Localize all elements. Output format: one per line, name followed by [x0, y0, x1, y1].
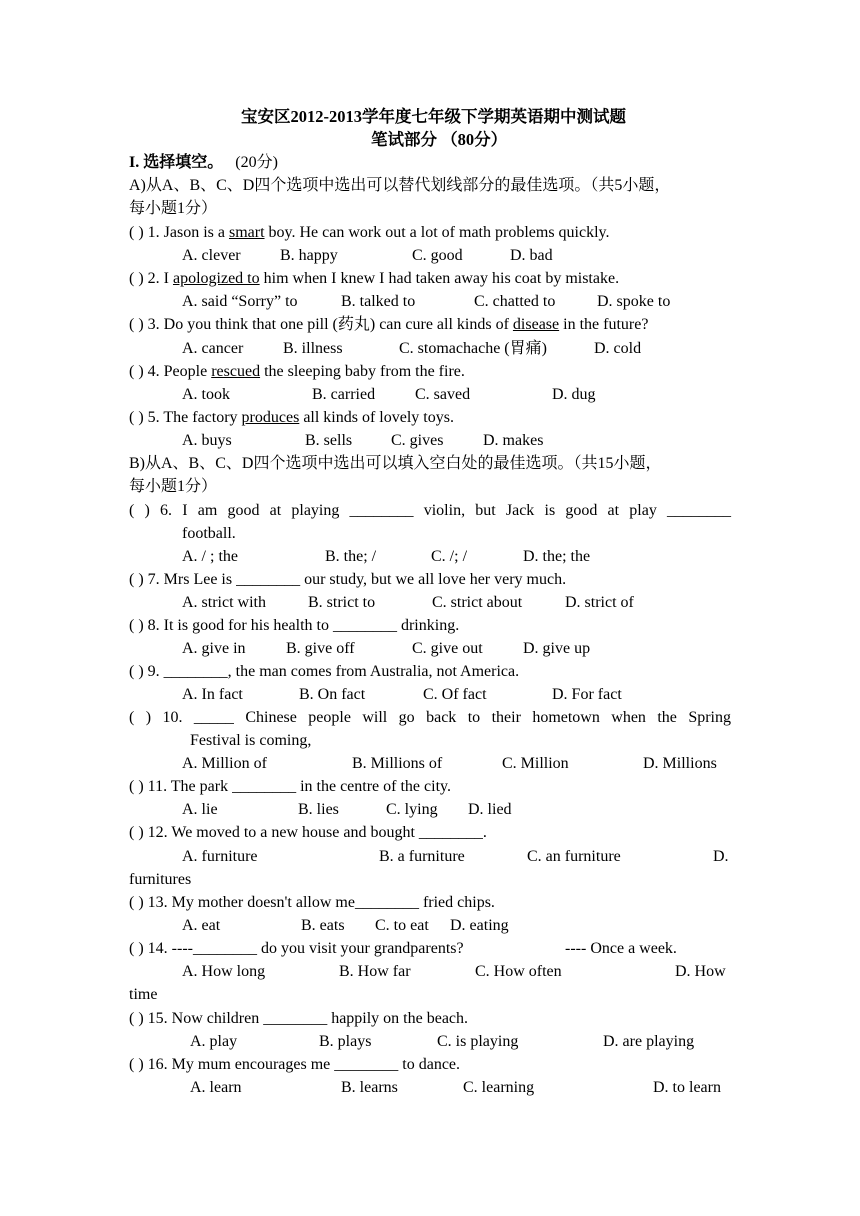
option-a: A. / ; the [182, 548, 238, 565]
option-d: D. lied [468, 801, 512, 818]
option-d: D. spoke to [597, 293, 671, 310]
option-d: D. bad [510, 247, 553, 264]
question-text: ( ) 4. People [129, 363, 212, 380]
option-a: A. Million of [182, 755, 267, 772]
option-c: C. learning [463, 1079, 535, 1096]
question-8: ( ) 8. It is good for his health to ________ drinking. [129, 617, 460, 634]
option-c: C. good [412, 247, 463, 264]
option-c: C. strict about [432, 594, 523, 611]
option-a: A. took [182, 386, 230, 403]
question-5 [129, 406, 454, 429]
page-title: 宝安区2012-2013学年度七年级下学期英语期中测试题 [241, 107, 626, 126]
option-c: C. an furniture [527, 848, 621, 865]
option-b: B. plays [319, 1033, 372, 1050]
option-d: D. Millions [643, 755, 717, 772]
underlined-word: smart [228, 224, 265, 241]
option-d: D. makes [483, 432, 544, 449]
option-d: D. strict of [565, 594, 634, 611]
question-3 [129, 313, 648, 336]
question-16: ( ) 16. My mum encourages me ________ to dance. [129, 1056, 461, 1073]
answer-prompt: ---- Once a week. [565, 940, 677, 957]
part-a-instruction: A)从A、B、C、D四个选项中选出可以替代划线部分的最佳选项。（共5小题， [129, 177, 671, 194]
option-d: D. to learn [653, 1079, 721, 1096]
question-11: ( ) 11. The park ________ in the centre of the city. [129, 778, 451, 795]
question-7: ( ) 7. Mrs Lee is ________ our study, but we all love her very much. [129, 571, 567, 588]
option-b: B. sells [305, 432, 353, 449]
option-d-wrap: time [129, 986, 158, 1003]
question-text: boy. He can work out a lot of math problems quickly. [264, 224, 610, 241]
section-label: I. 选择填空。 [129, 154, 224, 171]
option-b: B. illness [283, 340, 343, 357]
question-10-cont: Festival is coming, [190, 732, 312, 749]
question-2 [129, 267, 619, 290]
option-d-wrap: furnitures [129, 871, 192, 888]
option-c: C. is playing [437, 1033, 519, 1050]
underlined-word: apologized to [172, 270, 260, 287]
option-c: C. How often [475, 963, 562, 980]
option-c: C. gives [391, 432, 444, 449]
option-b: B. talked to [341, 293, 416, 310]
question-text: all kinds of lovely toys. [299, 409, 454, 426]
option-d: D. eating [450, 917, 509, 934]
option-b: B. How far [339, 963, 411, 980]
option-c: C. to eat [375, 917, 429, 934]
option-a: A. lie [182, 801, 218, 818]
underlined-word: rescued [211, 363, 261, 380]
question-13: ( ) 13. My mother doesn't allow me________ fried chips. [129, 894, 495, 911]
question-6: ( ) 6. I am good at playing ________ violin, but Jack is good at play ________ [129, 502, 731, 519]
option-b: B. Millions of [352, 755, 443, 772]
question-text: him when I knew I had taken away his coat by mistake. [259, 270, 620, 287]
option-a: A. furniture [182, 848, 258, 865]
option-b: B. strict to [308, 594, 376, 611]
option-c: C. stomachache (胃痛) [399, 340, 547, 357]
option-b: B. the; / [325, 548, 377, 565]
part-b-instruction: B)从A、B、C、D四个选项中选出可以填入空白处的最佳选项。（共15小题， [129, 455, 662, 472]
option-a: A. eat [182, 917, 221, 934]
question-6-cont: football. [182, 525, 236, 542]
section-points: (20分) [235, 154, 278, 171]
option-d: D. How [675, 963, 726, 980]
part-b-instruction-cont: 每小题1分） [129, 478, 218, 495]
option-a: A. strict with [182, 594, 266, 611]
question-15: ( ) 15. Now children ________ happily on the beach. [129, 1010, 469, 1027]
section-heading [129, 151, 278, 174]
option-b: B. eats [301, 917, 345, 934]
question-4 [129, 360, 465, 383]
option-a: A. In fact [182, 686, 243, 703]
underlined-word: produces [241, 409, 300, 426]
option-d: D. give up [523, 640, 591, 657]
option-c: C. Million [502, 755, 569, 772]
question-text: ( ) 1. Jason is a [129, 224, 229, 241]
option-c: C. /; / [431, 548, 468, 565]
option-c: C. saved [415, 386, 471, 403]
option-b: B. lies [298, 801, 339, 818]
option-c: C. chatted to [474, 293, 556, 310]
option-d: D. cold [594, 340, 642, 357]
option-a: A. learn [190, 1079, 242, 1096]
option-d: D. are playing [603, 1033, 695, 1050]
question-12: ( ) 12. We moved to a new house and bought ________. [129, 824, 487, 841]
option-a: A. give in [182, 640, 246, 657]
option-d: D. [713, 848, 729, 865]
question-9: ( ) 9. ________, the man comes from Australia, not America. [129, 663, 520, 680]
option-b: B. learns [341, 1079, 398, 1096]
question-text: ( ) 5. The factory [129, 409, 242, 426]
option-b: B. give off [286, 640, 355, 657]
option-d: D. dug [552, 386, 596, 403]
question-10: ( ) 10. _____ Chinese people will go back to their hometown when the Spring [129, 709, 731, 726]
question-14: ( ) 14. ----________ do you visit your grandparents? [129, 940, 464, 957]
question-1 [129, 221, 610, 244]
option-a: A. buys [182, 432, 232, 449]
option-a: A. cancer [182, 340, 244, 357]
question-text: ( ) 2. I [129, 270, 173, 287]
option-b: B. happy [280, 247, 338, 264]
page-subtitle: 笔试部分 （80分） [371, 130, 508, 149]
underlined-word: disease [512, 316, 560, 333]
question-text: in the future? [559, 316, 649, 333]
option-a: A. clever [182, 247, 241, 264]
option-d: D. For fact [552, 686, 622, 703]
option-b: B. On fact [299, 686, 366, 703]
option-a: A. How long [182, 963, 266, 980]
option-a: A. said “Sorry” to [182, 293, 298, 310]
question-text: the sleeping baby from the fire. [260, 363, 465, 380]
question-text: ( ) 3. Do you think that one pill (药丸) can cure all kinds of [129, 316, 513, 333]
option-b: B. carried [312, 386, 376, 403]
option-b: B. a furniture [379, 848, 465, 865]
option-c: C. give out [412, 640, 483, 657]
part-a-instruction-cont: 每小题1分） [129, 200, 218, 217]
option-d: D. the; the [523, 548, 591, 565]
option-c: C. lying [386, 801, 438, 818]
option-c: C. Of fact [423, 686, 487, 703]
option-a: A. play [190, 1033, 238, 1050]
